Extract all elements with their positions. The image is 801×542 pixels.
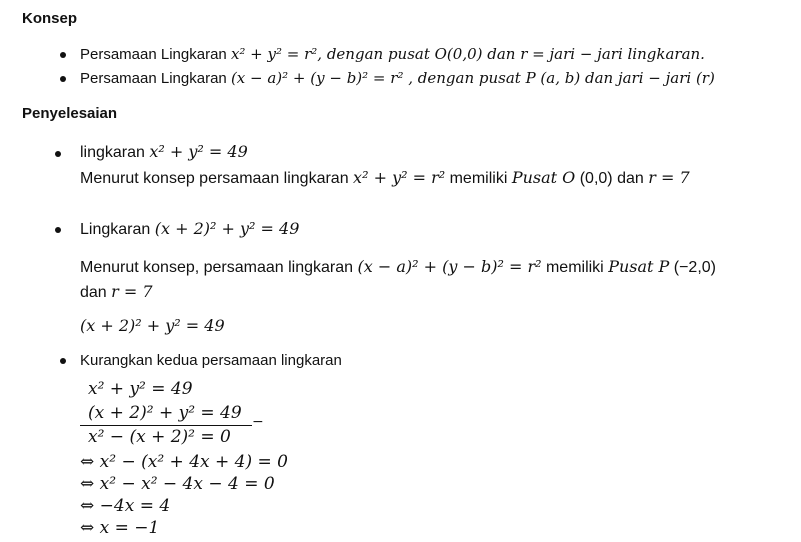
minus-sign-text: − — [252, 414, 264, 430]
step3-eq2 — [88, 403, 242, 423]
step1-line2-text: Menurut konsep persamaan lingkaran — [80, 170, 354, 187]
step2-line3-math: r = 7 — [111, 282, 153, 301]
step2-line3-text: dan — [80, 284, 112, 301]
step2-line4 — [80, 316, 225, 335]
step3-text-line — [80, 350, 342, 369]
bullet-icon — [55, 151, 61, 157]
bullet-icon — [60, 52, 66, 58]
step1-line2-coord: (0,0) dan — [575, 170, 649, 187]
step2-line1 — [80, 219, 299, 239]
step2-line2-coord: (−2,0) — [669, 259, 716, 276]
bullet-icon — [60, 358, 66, 364]
konsep-item-2-text: Persamaan Lingkaran — [80, 70, 231, 87]
step1-line1 — [80, 142, 248, 162]
derivation-line-3 — [80, 496, 170, 516]
step2-line2-mid: memiliki — [541, 259, 609, 276]
step3-eq2-math: (x + 2)² + y² = 49 — [88, 403, 242, 423]
bullet-icon — [55, 227, 61, 233]
subtraction-rule — [80, 425, 252, 426]
derivation-line-2 — [80, 474, 275, 494]
penyelesaian-heading: Penyelesaian — [22, 105, 118, 122]
step3-result-math: x² − (x + 2)² = 0 — [88, 427, 231, 447]
bullet-icon — [60, 76, 66, 82]
step2-line2-center: Pusat P — [608, 257, 670, 276]
konsep-item-1 — [80, 44, 705, 63]
derivation-2-math: ⇔ x² − x² − 4x − 4 = 0 — [80, 474, 275, 494]
step2-line2-text: Menurut konsep, persamaan lingkaran — [80, 259, 358, 276]
step2-line2-math: (x − a)² + (y − b)² = r² — [357, 257, 542, 276]
step1-line2 — [80, 168, 690, 188]
konsep-item-2-math: (x − a)² + (y − b)² = r² , dengan pusat P (a, b) dan jari − jari (r) — [230, 69, 715, 87]
step1-line2-mid: memiliki — [445, 170, 512, 187]
derivation-3-math: ⇔ −4x = 4 — [80, 496, 171, 516]
step2-line2 — [80, 257, 716, 277]
step1-line2-math: x² + y² = r² — [353, 168, 446, 187]
konsep-item-1-math: x² + y² = r², dengan pusat O(0,0) dan r = jari − jari lingkaran. — [230, 45, 705, 63]
derivation-4-math: ⇔ x = −1 — [80, 518, 160, 538]
derivation-line-4 — [80, 518, 159, 538]
minus-sign — [252, 414, 264, 430]
step2-line4-math: (x + 2)² + y² = 49 — [80, 316, 225, 335]
konsep-item-1-text: Persamaan Lingkaran — [80, 46, 231, 63]
step3-result — [88, 427, 231, 447]
step3-eq1 — [88, 379, 193, 399]
step2-line1-math: (x + 2)² + y² = 49 — [154, 219, 300, 238]
step1-line2-r: r = 7 — [648, 168, 690, 187]
konsep-item-2 — [80, 68, 715, 87]
step1-line1-math: x² + y² = 49 — [149, 142, 248, 161]
step3-text: Kurangkan kedua persamaan lingkaran — [80, 352, 342, 369]
konsep-heading: Konsep — [22, 10, 78, 27]
step2-line3 — [80, 282, 153, 302]
derivation-line-1 — [80, 452, 288, 472]
step3-eq1-math: x² + y² = 49 — [88, 379, 193, 399]
step1-line1-text: lingkaran — [80, 144, 150, 161]
derivation-1-math: ⇔ x² − (x² + 4x + 4) = 0 — [80, 452, 288, 472]
step2-line1-text: Lingkaran — [80, 221, 155, 238]
step1-line2-center: Pusat O — [511, 168, 576, 187]
